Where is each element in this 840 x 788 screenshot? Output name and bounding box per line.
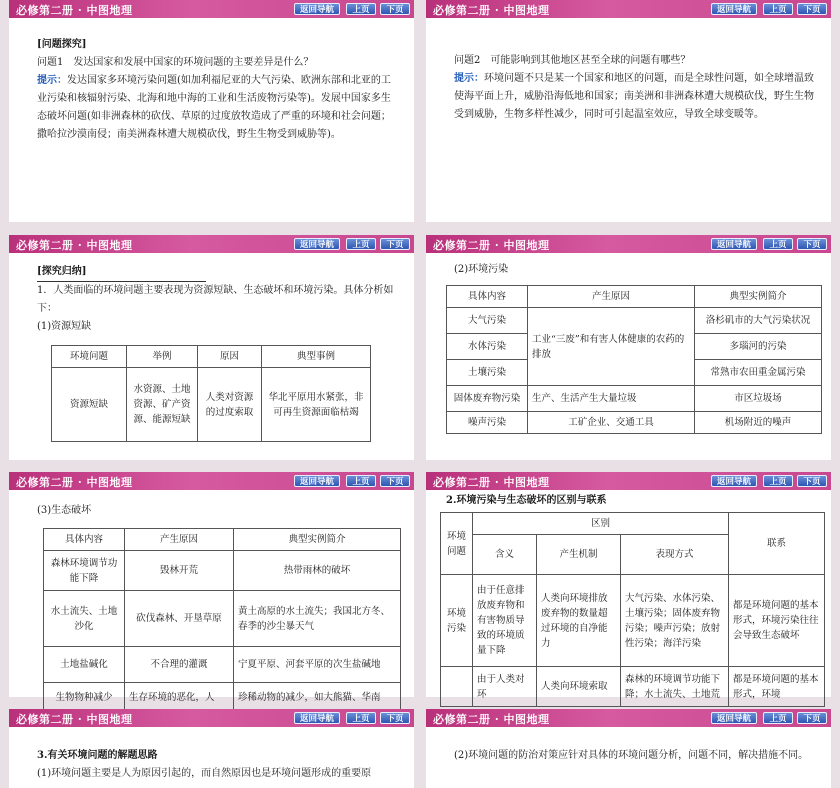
table-cell: 常熟市农田重金属污染 xyxy=(695,360,822,386)
table-header: 区别 xyxy=(473,513,729,535)
table-header: 联系 xyxy=(729,513,825,575)
slide-title: 必修第二册 · 中图地理 xyxy=(433,713,550,726)
table-cell: 水资源、土地资源、矿产资源、能源短缺 xyxy=(127,368,198,442)
table-cell: 人类向环境排放废弃物的数量超过环境的自净能力 xyxy=(537,575,621,667)
question-2: 问题2 可能影响到其他地区甚至全球的问题有哪些？ xyxy=(454,55,691,66)
answer-2 xyxy=(454,70,817,124)
slide-header xyxy=(9,709,414,727)
table-cell: 生存环境的恶化，人 xyxy=(125,683,234,713)
prev-page-button[interactable]: 上页 xyxy=(346,238,376,250)
paragraph: 1．人类面临的环境问题主要表现为资源短缺、生态破坏和环境污染。具体分析如下： xyxy=(37,285,394,314)
table-cell: 珍稀动物的减少，如大熊猫、华南 xyxy=(234,683,401,713)
table-cell: 森林的环境调节功能下降；水土流失、土地荒 xyxy=(621,667,729,707)
prev-page-button[interactable]: 上页 xyxy=(763,475,793,487)
prev-page-button[interactable]: 上页 xyxy=(346,712,376,724)
section-title: 2.环境污染与生态破坏的区别与联系 xyxy=(446,495,607,506)
resource-shortage-table xyxy=(51,345,371,442)
table-cell: 黄土高原的水土流失；我国北方冬、春季的沙尘暴天气 xyxy=(234,591,401,647)
slide-title: 必修第二册 · 中图地理 xyxy=(433,4,550,17)
slide-2 xyxy=(426,0,831,222)
next-page-button[interactable]: 下页 xyxy=(380,238,410,250)
table-cell: 工矿企业、交通工具 xyxy=(528,412,695,434)
sub-heading: (1)资源短缺 xyxy=(37,321,92,332)
prev-page-button[interactable]: 上页 xyxy=(346,475,376,487)
prev-page-button[interactable]: 上页 xyxy=(763,3,793,15)
table-header: 环境问题 xyxy=(441,513,473,575)
slide-6 xyxy=(426,472,831,700)
table-cell: 大气污染 xyxy=(447,308,528,334)
home-nav-button[interactable]: 返回导航 xyxy=(711,238,757,250)
slide-5 xyxy=(9,472,414,703)
table-cell: 多瑙河的污染 xyxy=(695,334,822,360)
slide-8 xyxy=(426,709,831,788)
table-header: 产生原因 xyxy=(125,529,234,551)
table-cell: 毁林开荒 xyxy=(125,551,234,591)
table-header: 表现方式 xyxy=(621,535,729,575)
table-cell: 由于任意排放废弃物和有害物质导致的环境质量下降 xyxy=(473,575,537,667)
next-page-button[interactable]: 下页 xyxy=(380,712,410,724)
next-page-button[interactable]: 下页 xyxy=(797,3,827,15)
table-cell: 人类对资源的过度索取 xyxy=(198,368,262,442)
table-cell: 洛杉矶市的大气污染状况 xyxy=(695,308,822,334)
table-cell: 水体污染 xyxy=(447,334,528,360)
table-header: 典型事例 xyxy=(262,346,371,368)
slide-title: 必修第二册 · 中图地理 xyxy=(433,239,550,252)
next-page-button[interactable]: 下页 xyxy=(380,3,410,15)
slide-title: 必修第二册 · 中图地理 xyxy=(16,239,133,252)
answer-text: 发达国家多环境污染问题(如加利福尼亚的大气污染、欧洲东部和北亚的工业污染和核辐射污染、北海和地中海的工业和生活废物污染等)。发展中国家多生态破坏问题(如非洲森林的砍伐、草原的过度放牧造成了严重的环境和社会问题；撒哈拉沙漠南侵；南美洲森林遭大规模砍伐，野生生物受到威胁等)。 xyxy=(37,75,391,140)
table-cell: 热带雨林的破坏 xyxy=(234,551,401,591)
table-cell: 水土流失、土地沙化 xyxy=(44,591,125,647)
table-cell: 生产、生活产生大量垃圾 xyxy=(528,386,695,412)
table-cell: 都是环境问题的基本形式，环境污染往往会导致生态破坏 xyxy=(729,575,825,667)
table-header: 具体内容 xyxy=(44,529,125,551)
table-cell: 工业“三废”和有害人体健康的农药的排放 xyxy=(528,308,695,386)
home-nav-button[interactable]: 返回导航 xyxy=(294,712,340,724)
table-header: 典型实例简介 xyxy=(234,529,401,551)
next-page-button[interactable]: 下页 xyxy=(797,238,827,250)
question-1: 问题1 发达国家和发展中国家的环境问题的主要差异是什么？ xyxy=(37,57,314,68)
table-header: 产生原因 xyxy=(528,286,695,308)
answer-1 xyxy=(37,72,400,144)
table-cell: 噪声污染 xyxy=(447,412,528,434)
slide-title: 必修第二册 · 中图地理 xyxy=(433,476,550,489)
table-cell: 不合理的灌溉 xyxy=(125,647,234,683)
table-cell: 生物物种减少 xyxy=(44,683,125,713)
prev-page-button[interactable]: 上页 xyxy=(763,712,793,724)
hint-label: 提示： xyxy=(37,75,67,86)
table-header: 具体内容 xyxy=(447,286,528,308)
slide-header xyxy=(426,709,831,727)
home-nav-button[interactable]: 返回导航 xyxy=(294,3,340,15)
table-cell: 森林环境调节功能下降 xyxy=(44,551,125,591)
slide-header xyxy=(9,472,414,490)
slide-title: 必修第二册 · 中图地理 xyxy=(16,713,133,726)
slide-title: 必修第二册 · 中图地理 xyxy=(16,4,133,17)
slide-7 xyxy=(9,709,414,788)
paragraph: (2)环境问题的防治对策应针对具体的环境问题分析，问题不同，解决措施不同。 xyxy=(454,750,809,761)
slide-4 xyxy=(426,235,831,460)
sub-heading: (3)生态破坏 xyxy=(37,505,92,516)
next-page-button[interactable]: 下页 xyxy=(797,475,827,487)
table-cell: 砍伐森林、开垦草原 xyxy=(125,591,234,647)
table-cell: 华北平原用水紧张，非可再生资源面临枯竭 xyxy=(262,368,371,442)
home-nav-button[interactable]: 返回导航 xyxy=(294,238,340,250)
table-cell: 资源短缺 xyxy=(52,368,127,442)
prev-page-button[interactable]: 上页 xyxy=(346,3,376,15)
ecological-damage-table xyxy=(43,528,401,713)
next-page-button[interactable]: 下页 xyxy=(380,475,410,487)
table-cell xyxy=(441,667,473,707)
table-cell: 环境污染 xyxy=(441,575,473,667)
paragraph: (1)环境问题主要是人为原因引起的，而自然原因也是环境问题形成的重要原 xyxy=(37,768,372,779)
environmental-pollution-table xyxy=(446,285,822,434)
slide-header xyxy=(426,0,831,18)
pollution-vs-damage-table xyxy=(440,512,825,707)
home-nav-button[interactable]: 返回导航 xyxy=(294,475,340,487)
table-cell: 土地盐碱化 xyxy=(44,647,125,683)
table-cell: 市区垃圾场 xyxy=(695,386,822,412)
next-page-button[interactable]: 下页 xyxy=(797,712,827,724)
table-cell: 大气污染、水体污染、土壤污染；固体废弃物污染；噪声污染；放射性污染；海洋污染 xyxy=(621,575,729,667)
sub-heading: (2)环境污染 xyxy=(454,264,509,275)
section-heading: [问题探究] xyxy=(37,39,87,50)
table-cell: 都是环境问题的基本形式，环境 xyxy=(729,667,825,707)
table-cell: 固体废弃物污染 xyxy=(447,386,528,412)
section-heading: [探究归纳] xyxy=(37,263,206,282)
answer-text: 环境问题不只是某一个国家和地区的问题，而是全球性问题，如全球增温致使海平面上升，威胁沿海低地和国家；南美洲和非洲森林遭大规模砍伐，野生生物受到威胁，生物多样性减少，同时可引起温室效应，导致全球变暖等。 xyxy=(454,73,814,120)
table-cell: 土壤污染 xyxy=(447,360,528,386)
section-title: 3.有关环境问题的解题思路 xyxy=(37,750,158,761)
home-nav-button[interactable]: 返回导航 xyxy=(711,712,757,724)
table-header: 举例 xyxy=(127,346,198,368)
prev-page-button[interactable]: 上页 xyxy=(763,238,793,250)
slide-header xyxy=(9,0,414,18)
slide-header xyxy=(9,235,414,253)
hint-label: 提示： xyxy=(454,73,484,84)
table-cell: 宁夏平原、河套平原的次生盐碱地 xyxy=(234,647,401,683)
table-header: 典型实例简介 xyxy=(695,286,822,308)
home-nav-button[interactable]: 返回导航 xyxy=(711,475,757,487)
slide-3 xyxy=(9,235,414,460)
table-header: 含义 xyxy=(473,535,537,575)
table-cell: 由于人类对环 xyxy=(473,667,537,707)
slide-1 xyxy=(9,0,414,222)
table-header: 环境问题 xyxy=(52,346,127,368)
home-nav-button[interactable]: 返回导航 xyxy=(711,3,757,15)
slide-title: 必修第二册 · 中图地理 xyxy=(16,476,133,489)
table-cell: 机场附近的噪声 xyxy=(695,412,822,434)
table-cell: 人类向环境索取 xyxy=(537,667,621,707)
table-header: 产生机制 xyxy=(537,535,621,575)
table-header: 原因 xyxy=(198,346,262,368)
slide-header xyxy=(426,235,831,253)
slide-header xyxy=(426,472,831,490)
